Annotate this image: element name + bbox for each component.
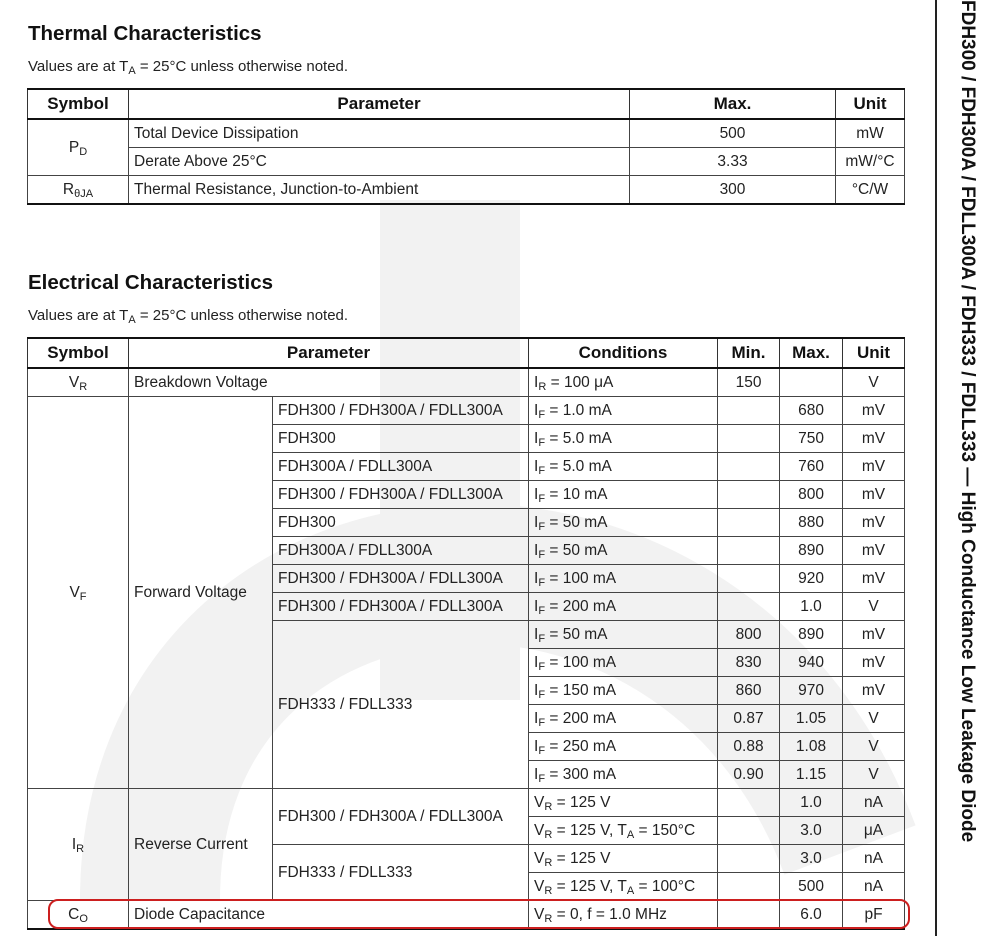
- symbol-cell: $I_R$: [28, 789, 129, 901]
- conditions-cell: $I_R = 100$ μA: [529, 368, 718, 397]
- table-row: [28, 901, 905, 930]
- min-cell: [718, 453, 780, 481]
- thermal-title: Thermal Characteristics: [28, 22, 262, 45]
- col-header-min: Min.: [718, 338, 780, 368]
- unit-cell: nA: [843, 873, 905, 901]
- device-cell: FDH300 / FDH300A / FDLL300A: [273, 565, 529, 593]
- unit-cell: mV: [843, 537, 905, 565]
- parameter-cell: Reverse Current: [129, 789, 273, 901]
- symbol-cell: $V_R$: [28, 368, 129, 397]
- max-cell: 3.33: [630, 148, 836, 176]
- parameter-cell: Total Device Dissipation: [129, 119, 630, 148]
- device-cell: FDH300 / FDH300A / FDLL300A: [273, 481, 529, 509]
- col-header-symbol: Symbol: [28, 338, 129, 368]
- table-row: [28, 119, 905, 148]
- unit-cell: mV: [843, 397, 905, 425]
- thermal-table: [27, 88, 905, 205]
- device-cell: FDH300A / FDLL300A: [273, 453, 529, 481]
- min-cell: [718, 481, 780, 509]
- conditions-cell: $I_F = 1.0$ mA: [529, 397, 718, 425]
- symbol-cell: $R_{\theta JA}$: [28, 176, 129, 205]
- max-cell: 760: [780, 453, 843, 481]
- device-cell: FDH300: [273, 509, 529, 537]
- device-cell: FDH300 / FDH300A / FDLL300A: [273, 593, 529, 621]
- max-cell: 800: [780, 481, 843, 509]
- thermal-note: Values are at $T_A = 25^\circ C$ unless otherwise noted.: [28, 58, 349, 77]
- device-cell: FDH333 / FDLL333: [273, 845, 529, 901]
- unit-cell: mW: [836, 119, 905, 148]
- max-cell: 1.0: [780, 593, 843, 621]
- max-cell: 1.08: [780, 733, 843, 761]
- max-cell: 890: [780, 621, 843, 649]
- parameter-cell: Derate Above 25°C: [129, 148, 630, 176]
- max-cell: 750: [780, 425, 843, 453]
- max-cell: 940: [780, 649, 843, 677]
- electrical-table: [27, 337, 905, 930]
- unit-cell: V: [843, 761, 905, 789]
- conditions-cell: $V_R = 125$ V: [529, 845, 718, 873]
- conditions-cell: $I_F = 300$ mA: [529, 761, 718, 789]
- unit-cell: mV: [843, 649, 905, 677]
- device-cell: FDH300A / FDLL300A: [273, 537, 529, 565]
- symbol-cell: $V_F$: [28, 397, 129, 789]
- max-cell: 970: [780, 677, 843, 705]
- min-cell: [718, 789, 780, 817]
- conditions-cell: $I_F = 50$ mA: [529, 537, 718, 565]
- device-cell: FDH300: [273, 425, 529, 453]
- min-cell: 860: [718, 677, 780, 705]
- unit-cell: mV: [843, 481, 905, 509]
- col-header-max: Max.: [630, 89, 836, 119]
- conditions-cell: $I_F = 10$ mA: [529, 481, 718, 509]
- min-cell: 830: [718, 649, 780, 677]
- table-row: [28, 397, 905, 425]
- table-header-row: [28, 89, 905, 119]
- col-header-parameter: Parameter: [129, 89, 630, 119]
- min-cell: [718, 817, 780, 845]
- max-cell: 1.05: [780, 705, 843, 733]
- conditions-cell: $I_F = 200$ mA: [529, 593, 718, 621]
- min-cell: 0.87: [718, 705, 780, 733]
- unit-cell: mV: [843, 425, 905, 453]
- max-cell: 300: [630, 176, 836, 205]
- unit-cell: V: [843, 593, 905, 621]
- device-cell: FDH333 / FDLL333: [273, 621, 529, 789]
- max-cell: 6.0: [780, 901, 843, 930]
- conditions-cell: $I_F = 50$ mA: [529, 621, 718, 649]
- max-cell: 1.15: [780, 761, 843, 789]
- max-cell: 3.0: [780, 845, 843, 873]
- max-cell: 920: [780, 565, 843, 593]
- conditions-cell: $I_F = 50$ mA: [529, 509, 718, 537]
- conditions-cell: $I_F = 200$ mA: [529, 705, 718, 733]
- max-cell: 500: [780, 873, 843, 901]
- table-row: [28, 176, 905, 205]
- parameter-cell: Thermal Resistance, Junction-to-Ambient: [129, 176, 630, 205]
- min-cell: 800: [718, 621, 780, 649]
- col-header-parameter: Parameter: [129, 338, 529, 368]
- conditions-cell: $I_F = 100$ mA: [529, 649, 718, 677]
- col-header-unit: Unit: [843, 338, 905, 368]
- conditions-cell: $I_F = 250$ mA: [529, 733, 718, 761]
- unit-cell: mV: [843, 565, 905, 593]
- conditions-cell: $V_R = 125$ V: [529, 789, 718, 817]
- min-cell: 150: [718, 368, 780, 397]
- conditions-cell: $V_R = 0$, f = 1.0 MHz: [529, 901, 718, 930]
- symbol-cell: $C_O$: [28, 901, 129, 930]
- conditions-cell: $I_F = 150$ mA: [529, 677, 718, 705]
- conditions-cell: $I_F = 100$ mA: [529, 565, 718, 593]
- min-cell: [718, 593, 780, 621]
- min-cell: 0.90: [718, 761, 780, 789]
- min-cell: [718, 537, 780, 565]
- max-cell: 880: [780, 509, 843, 537]
- unit-cell: mV: [843, 621, 905, 649]
- conditions-cell: $I_F = 5.0$ mA: [529, 453, 718, 481]
- unit-cell: nA: [843, 845, 905, 873]
- col-header-conditions: Conditions: [529, 338, 718, 368]
- table-row: [28, 789, 905, 817]
- min-cell: [718, 901, 780, 930]
- unit-cell: nA: [843, 789, 905, 817]
- device-cell: FDH300 / FDH300A / FDLL300A: [273, 789, 529, 845]
- unit-cell: V: [843, 733, 905, 761]
- col-header-unit: Unit: [836, 89, 905, 119]
- electrical-title: Electrical Characteristics: [28, 271, 273, 294]
- symbol-cell: $P_D$: [28, 119, 129, 176]
- max-cell: 890: [780, 537, 843, 565]
- conditions-cell: $V_R = 125$ V, $T_A = 150^\circ C$: [529, 817, 718, 845]
- table-row: [28, 368, 905, 397]
- sidebar-title: FDH300 / FDH300A / FDLL300A / FDH333 / FDLL333 — High Conductance Low Leakage Diode: [957, 0, 978, 843]
- max-cell: 680: [780, 397, 843, 425]
- unit-cell: μA: [843, 817, 905, 845]
- min-cell: [718, 845, 780, 873]
- device-cell: FDH300 / FDH300A / FDLL300A: [273, 397, 529, 425]
- min-cell: [718, 873, 780, 901]
- max-cell: 3.0: [780, 817, 843, 845]
- conditions-cell: $V_R = 125$ V, $T_A = 100^\circ C$: [529, 873, 718, 901]
- unit-cell: mV: [843, 677, 905, 705]
- col-header-symbol: Symbol: [28, 89, 129, 119]
- min-cell: [718, 425, 780, 453]
- unit-cell: V: [843, 705, 905, 733]
- min-cell: [718, 509, 780, 537]
- electrical-note: Values are at $T_A = 25^\circ C$ unless otherwise noted.: [28, 307, 349, 326]
- parameter-cell: Diode Capacitance: [129, 901, 529, 930]
- unit-cell: pF: [843, 901, 905, 930]
- table-row: [28, 148, 905, 176]
- unit-cell: V: [843, 368, 905, 397]
- max-cell: 1.0: [780, 789, 843, 817]
- max-cell: [780, 368, 843, 397]
- min-cell: [718, 397, 780, 425]
- unit-cell: mV: [843, 453, 905, 481]
- min-cell: 0.88: [718, 733, 780, 761]
- conditions-cell: $I_F = 5.0$ mA: [529, 425, 718, 453]
- min-cell: [718, 565, 780, 593]
- sidebar-divider: [935, 0, 937, 936]
- unit-cell: mV: [843, 509, 905, 537]
- parameter-cell: Breakdown Voltage: [129, 368, 529, 397]
- unit-cell: mW/°C: [836, 148, 905, 176]
- unit-cell: °C/W: [836, 176, 905, 205]
- max-cell: 500: [630, 119, 836, 148]
- col-header-max: Max.: [780, 338, 843, 368]
- parameter-cell: Forward Voltage: [129, 397, 273, 789]
- table-header-row: [28, 338, 905, 368]
